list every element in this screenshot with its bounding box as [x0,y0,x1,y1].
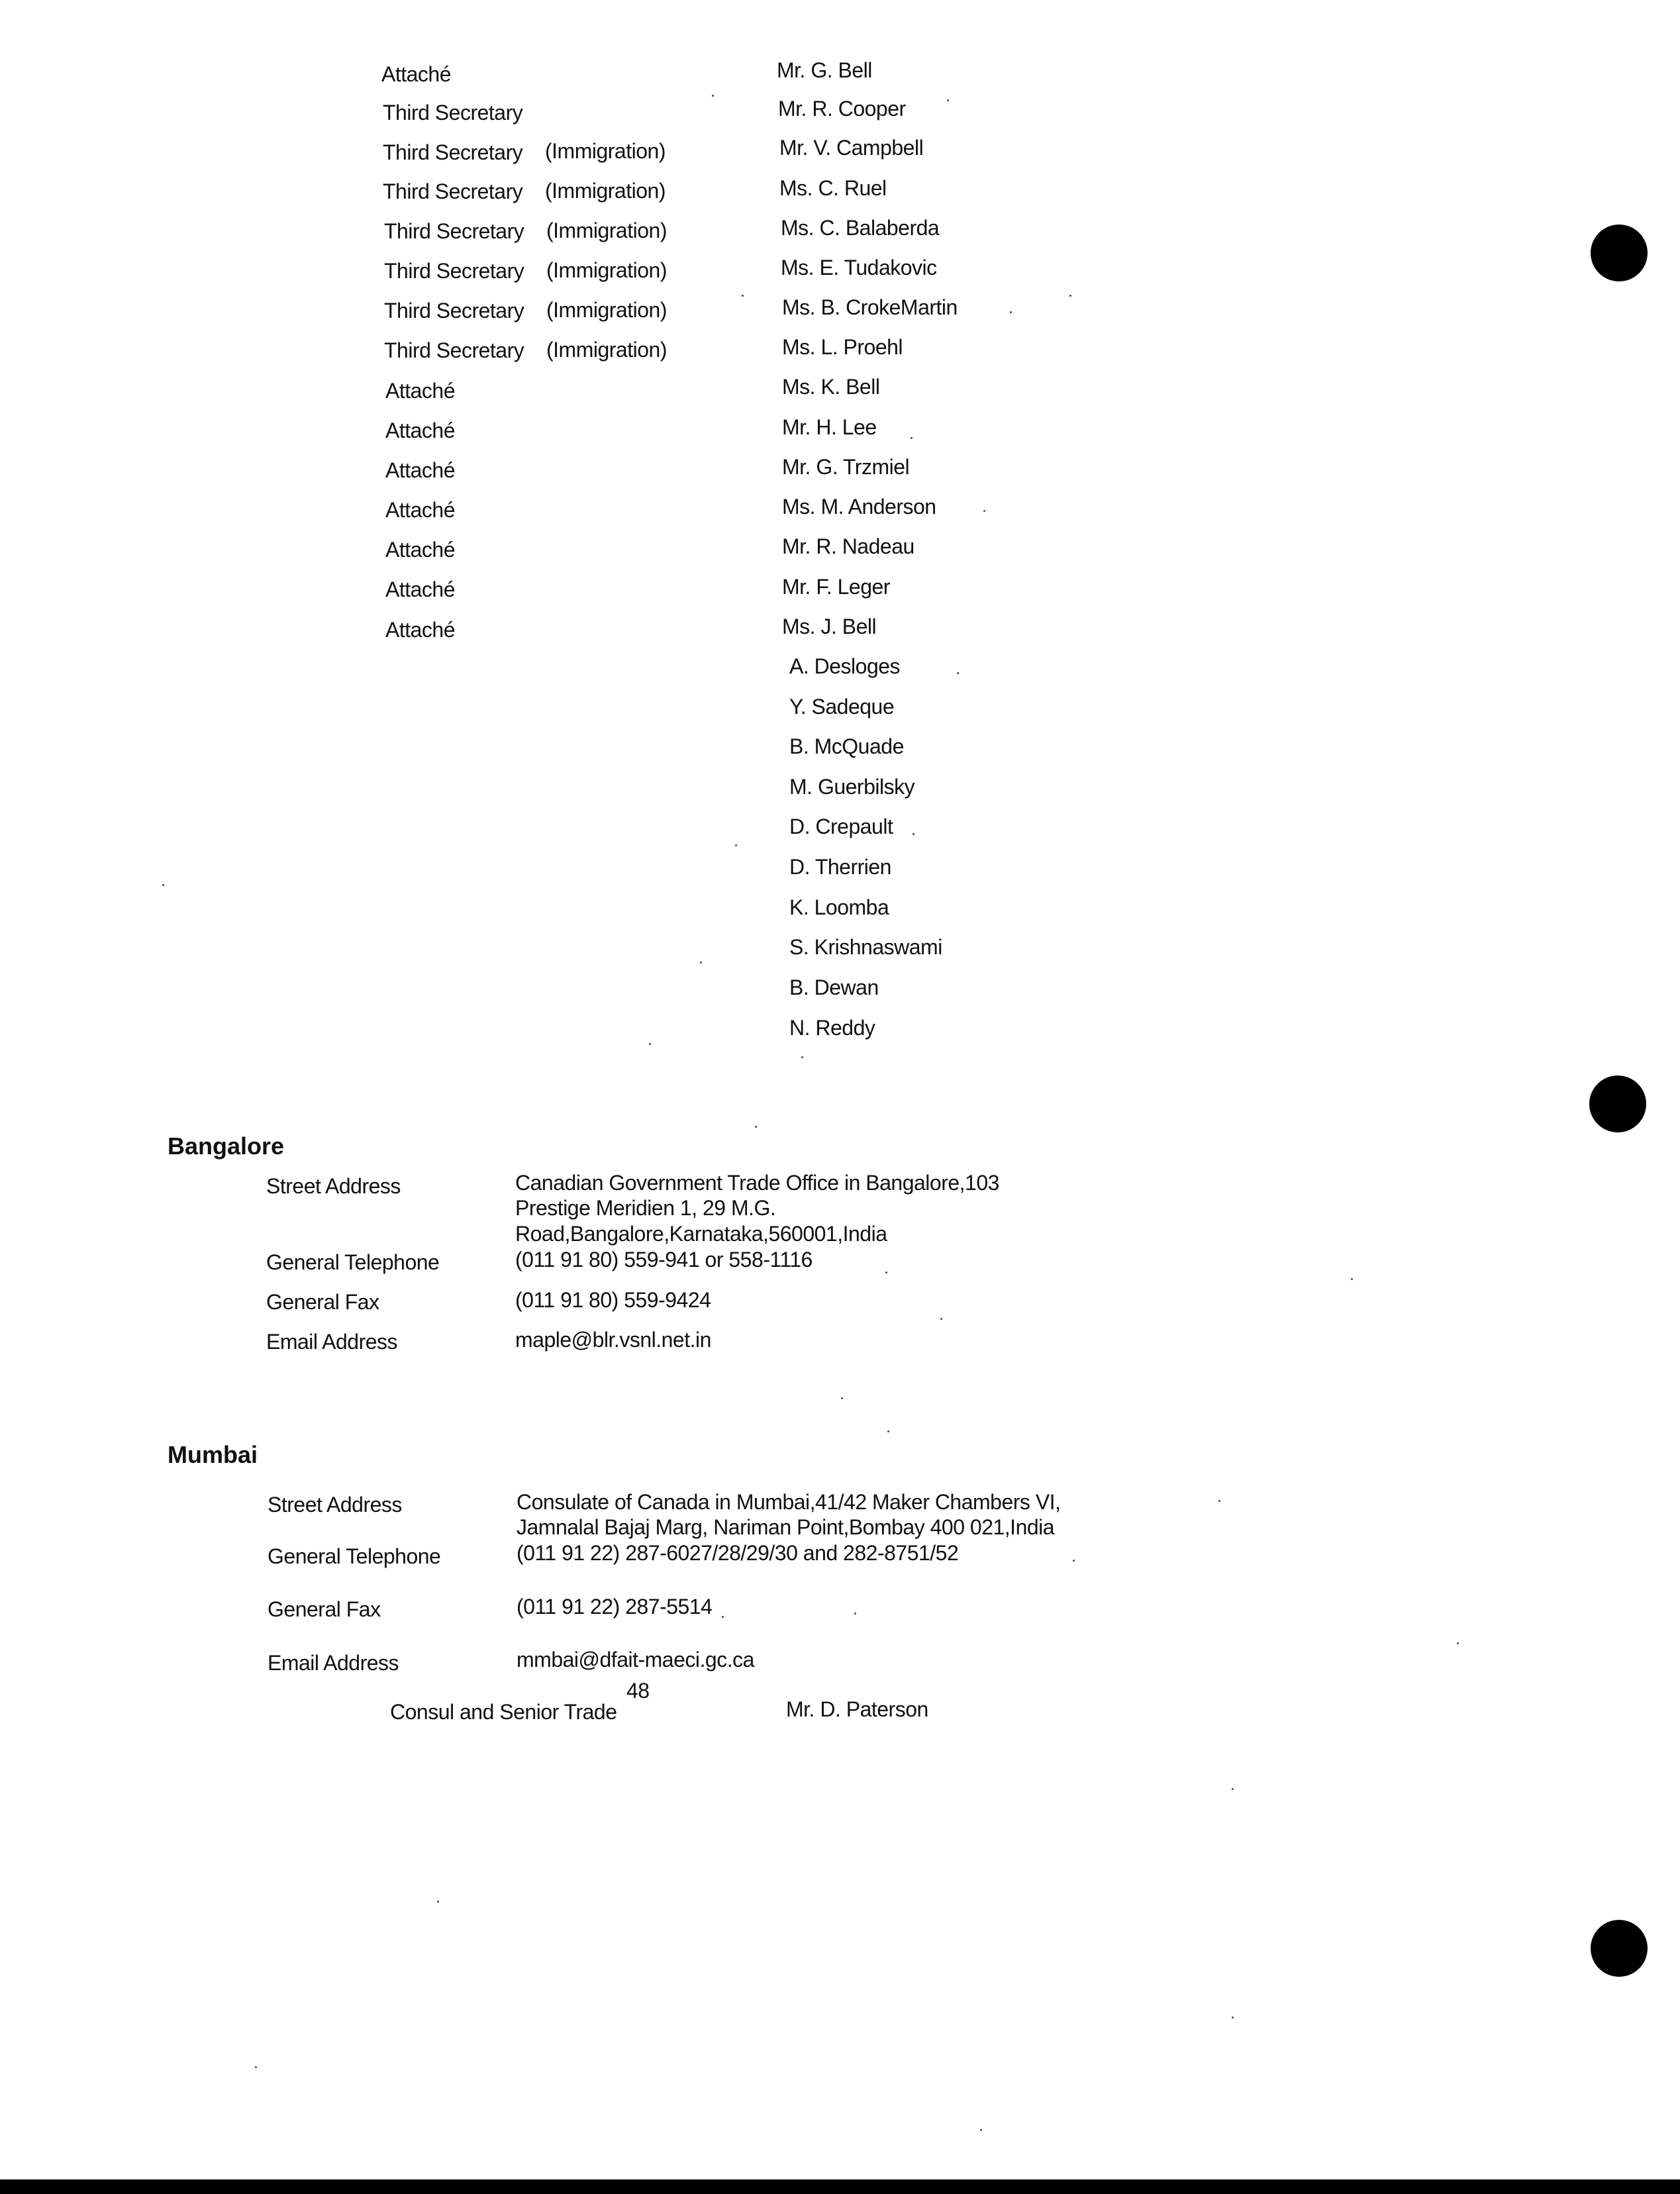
page-number: 48 [626,1679,650,1703]
staff-title: Third Secretary [383,101,523,125]
consul-name: Mr. D. Paterson [786,1697,928,1721]
punch-hole [1591,1920,1648,1977]
staff-name: Mr. G. Trzmiel [782,455,910,479]
staff-name: Ms. C. Balaberda [781,216,940,240]
local-staff-name: M. Guerbilsky [789,775,915,799]
local-staff-name: Y. Sadeque [789,695,895,719]
street-address-line: Prestige Meridien 1, 29 M.G. [515,1196,776,1220]
staff-qualifier: (Immigration) [546,258,667,282]
staff-title: Attaché [385,379,456,403]
staff-title: Attaché [385,458,456,482]
staff-title: Attaché [385,538,456,562]
telephone-label: General Telephone [266,1250,440,1274]
email-value: mmbai@dfait-maeci.gc.ca [517,1648,754,1671]
staff-title: Attaché [385,577,456,601]
punch-hole [1591,224,1648,281]
staff-title: Third Secretary [383,179,523,203]
street-address-label: Street Address [266,1174,401,1198]
street-address-line: Consulate of Canada in Mumbai,41/42 Maker Chambers VI, [517,1490,1061,1514]
street-address-line: Jamnalal Bajaj Marg, Nariman Point,Bombay 400 021,India [517,1515,1055,1539]
staff-title: Third Secretary [384,299,524,323]
staff-title: Attaché [385,498,456,522]
staff-name: Ms. K. Bell [782,375,880,399]
staff-qualifier: (Immigration) [546,298,667,322]
email-label: Email Address [266,1330,398,1354]
section-heading: Bangalore [168,1132,285,1160]
fax-value: (011 91 80) 559-9424 [515,1288,711,1312]
staff-name: Ms. J. Bell [782,615,877,638]
local-staff-name: K. Loomba [789,895,889,919]
punch-hole [1589,1075,1646,1132]
staff-name: Ms. M. Anderson [782,495,936,519]
local-staff-name: N. Reddy [789,1016,875,1040]
staff-qualifier: (Immigration) [546,219,667,242]
fax-label: General Fax [266,1290,379,1314]
telephone-value: (011 91 22) 287-6027/28/29/30 and 282-8751/52 [517,1541,959,1565]
scan-bottom-edge [0,2179,1680,2194]
staff-name: Mr. H. Lee [782,415,877,439]
street-address-label: Street Address [268,1493,402,1517]
street-address-line: Canadian Government Trade Office in Bangalore,103 [515,1171,999,1195]
staff-name: Ms. E. Tudakovic [781,256,937,279]
staff-name: Ms. B. CrokeMartin [782,295,958,319]
email-value: maple@blr.vsnl.net.in [515,1328,711,1352]
fax-label: General Fax [268,1597,381,1621]
staff-title: Third Secretary [384,259,524,283]
staff-title: Attaché [381,62,452,86]
staff-name: Mr. R. Cooper [778,97,906,121]
local-staff-name: A. Desloges [789,654,901,678]
fax-value: (011 91 22) 287-5514 [517,1595,713,1619]
local-staff-name: S. Krishnaswami [789,935,942,959]
staff-title: Third Secretary [384,219,524,243]
staff-title: Third Secretary [383,140,523,164]
section-heading: Mumbai [168,1441,258,1468]
staff-name: Ms. C. Ruel [779,176,887,200]
telephone-label: General Telephone [268,1544,441,1568]
staff-qualifier: (Immigration) [545,179,666,203]
local-staff-name: D. Crepault [789,815,893,838]
consul-title: Consul and Senior Trade [390,1700,617,1724]
local-staff-name: D. Therrien [789,855,891,879]
staff-name: Ms. L. Proehl [782,335,903,359]
staff-qualifier: (Immigration) [546,338,667,362]
local-staff-name: B. Dewan [789,975,879,999]
staff-title: Attaché [385,618,456,642]
staff-name: Mr. R. Nadeau [782,534,914,558]
staff-title: Third Secretary [384,338,524,362]
staff-name: Mr. V. Campbell [779,136,924,160]
telephone-value: (011 91 80) 559-941 or 558-1116 [515,1248,813,1272]
staff-qualifier: (Immigration) [545,139,666,163]
staff-title: Attaché [385,419,456,442]
email-label: Email Address [268,1651,399,1675]
staff-name: Mr. F. Leger [782,575,890,599]
staff-name: Mr. G. Bell [777,58,872,82]
street-address-line: Road,Bangalore,Karnataka,560001,India [515,1222,887,1246]
local-staff-name: B. McQuade [789,734,904,758]
